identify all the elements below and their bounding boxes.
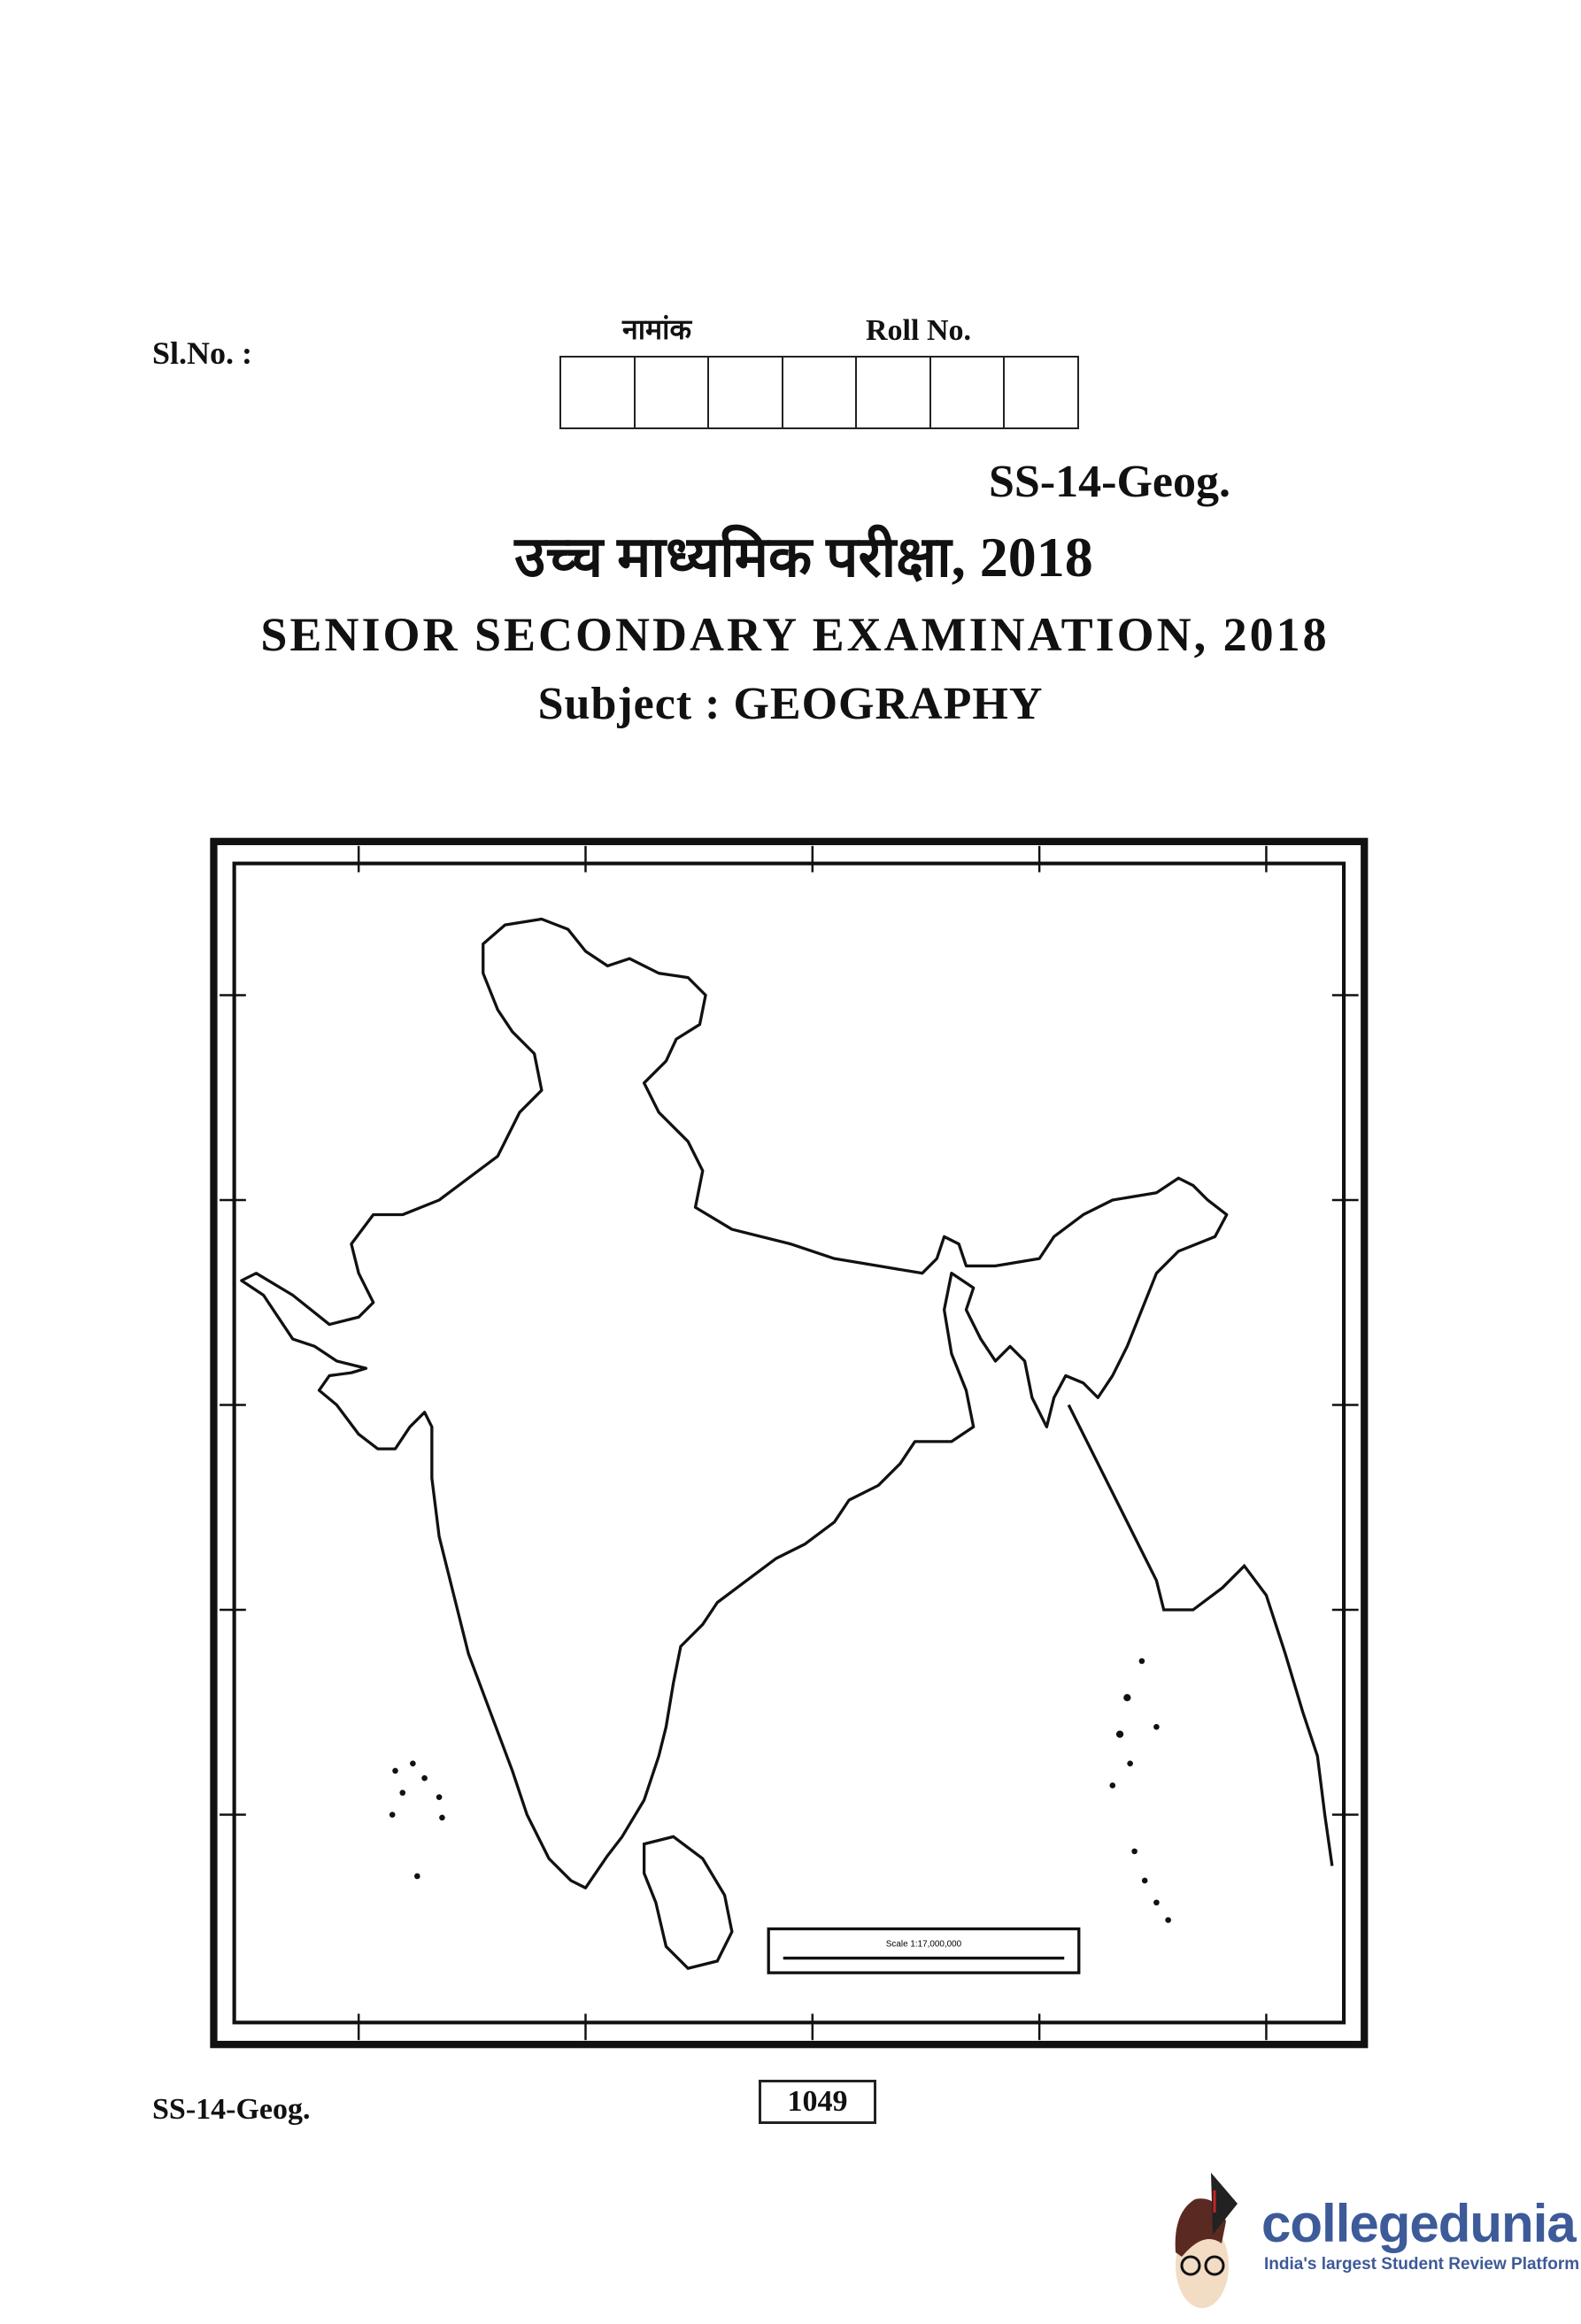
watermark-brand: collegedunia xyxy=(1261,2194,1576,2253)
roll-label-hindi: नामांक xyxy=(622,313,692,345)
sri-lanka-outline xyxy=(644,1836,732,1968)
watermark-tagline: India's largest Student Review Platform xyxy=(1264,2255,1580,2274)
roll-label-english: Roll No. xyxy=(866,314,971,347)
myanmar-coast-outline xyxy=(1068,1405,1332,1866)
paper-code: SS-14-Geog. xyxy=(989,457,1230,507)
serial-number-label: Sl.No. : xyxy=(152,335,253,371)
island-dots xyxy=(389,1658,1171,1923)
subject-title: Subject : GEOGRAPHY xyxy=(537,679,1044,729)
map-scale-bar xyxy=(768,1929,1079,1974)
exam-title-english: SENIOR SECONDARY EXAMINATION, 2018 xyxy=(260,608,1330,661)
india-mainland-outline xyxy=(242,919,1227,1888)
page-number: 1049 xyxy=(759,2080,876,2124)
graticule-ticks xyxy=(220,846,1359,2040)
map-frame xyxy=(213,842,1364,2044)
footer-paper-code: SS-14-Geog. xyxy=(152,2093,311,2126)
scale-label: Scale 1:17,000,000 xyxy=(885,1939,962,1950)
exam-title-hindi: उच्च माध्यमिक परीक्षा, 2018 xyxy=(514,526,1093,589)
